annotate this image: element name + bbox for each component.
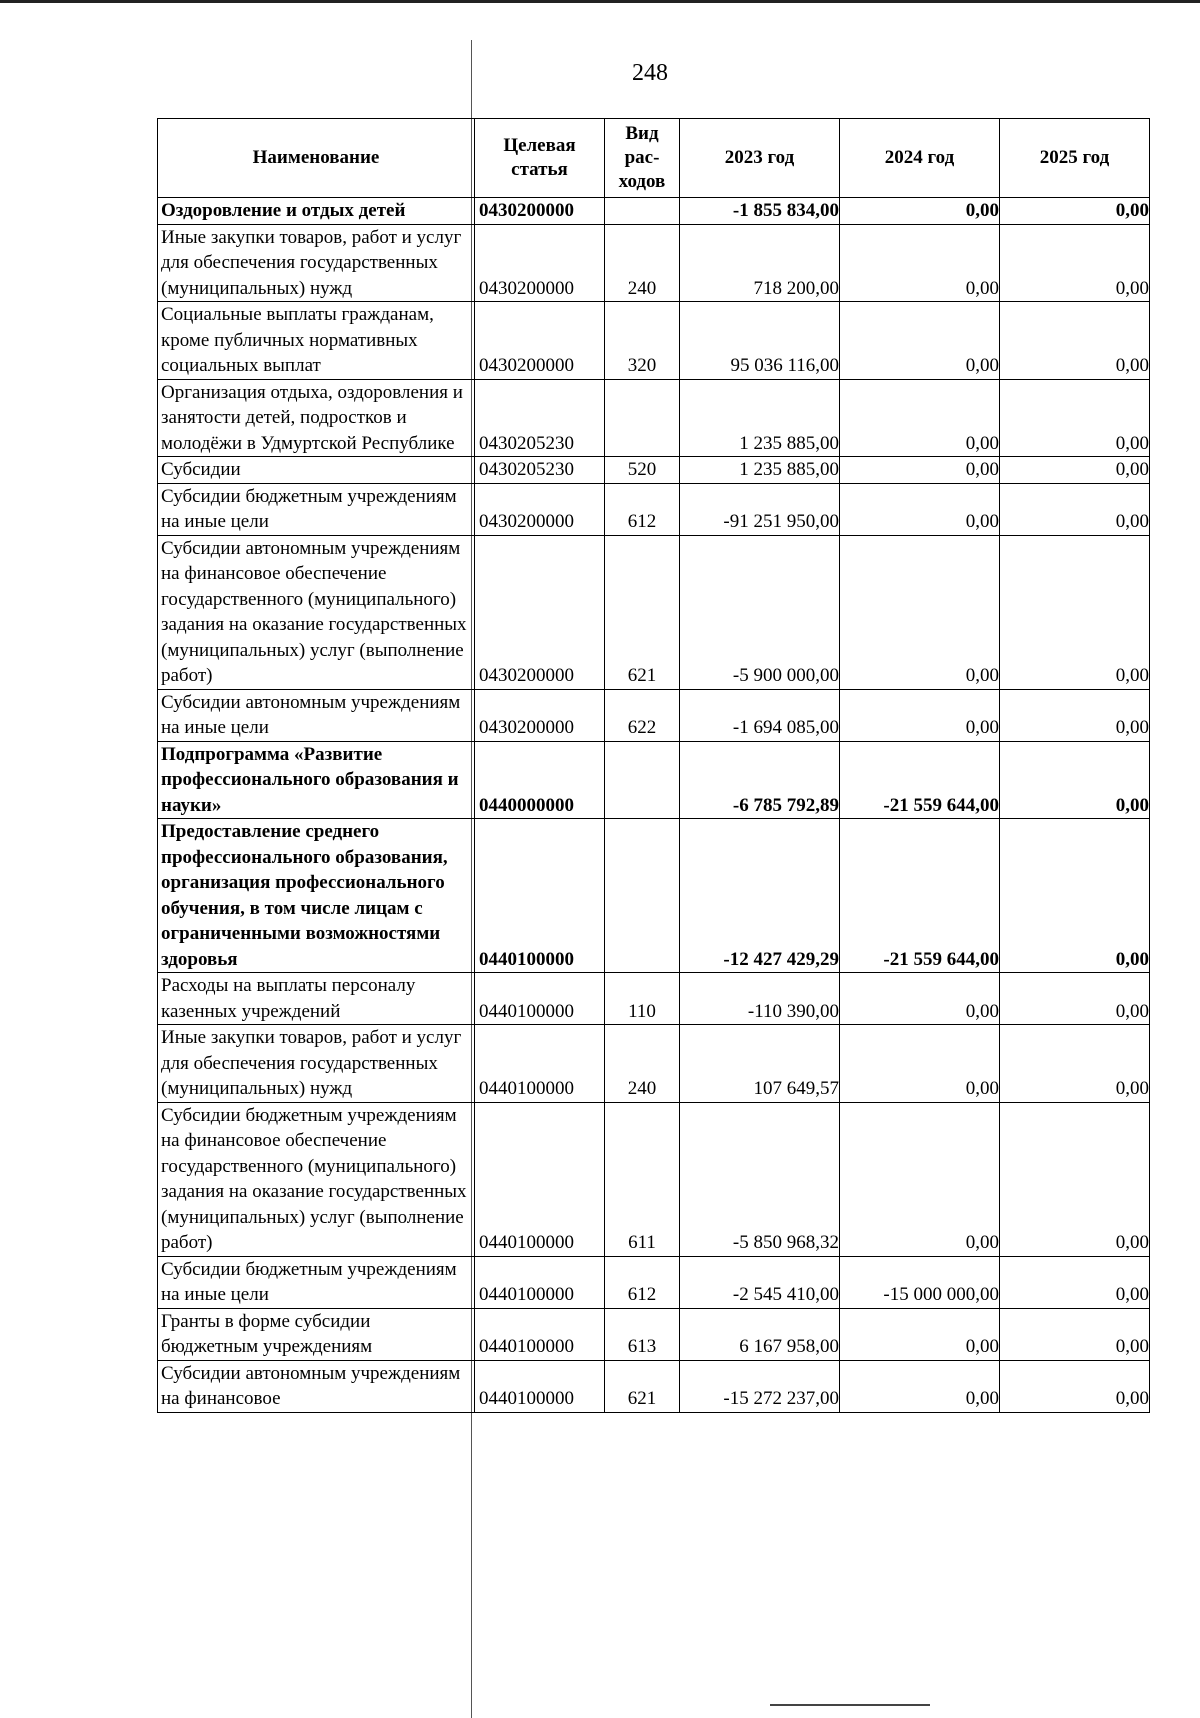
row-code: 0430200000 (475, 198, 605, 225)
row-2025: 0,00 (1000, 535, 1150, 689)
row-2025: 0,00 (1000, 302, 1150, 380)
row-code: 0440100000 (475, 1102, 605, 1256)
row-name: Оздоровление и отдых детей (158, 198, 475, 225)
row-code: 0440100000 (475, 819, 605, 973)
row-kind: 622 (605, 689, 680, 741)
row-2025: 0,00 (1000, 1025, 1150, 1103)
row-kind: 240 (605, 1025, 680, 1103)
row-kind: 621 (605, 535, 680, 689)
row-kind: 612 (605, 483, 680, 535)
row-kind: 240 (605, 224, 680, 302)
table-row (158, 1025, 1150, 1103)
row-name: Подпрограмма «Развитие профессионального образования и науки» (158, 741, 475, 819)
table-row (158, 1256, 1150, 1308)
row-2023: -91 251 950,00 (680, 483, 840, 535)
row-2024: 0,00 (840, 1025, 1000, 1103)
row-code: 0440000000 (475, 741, 605, 819)
row-code: 0430205230 (475, 379, 605, 457)
row-2024: -21 559 644,00 (840, 819, 1000, 973)
header-2025: 2025 год (1000, 119, 1150, 198)
row-2025: 0,00 (1000, 483, 1150, 535)
row-code: 0430200000 (475, 689, 605, 741)
budget-table (157, 118, 1150, 1413)
row-2023: -1 855 834,00 (680, 198, 840, 225)
row-name: Субсидии бюджетным учреждениям на иные цели (158, 483, 475, 535)
row-kind: 520 (605, 457, 680, 484)
row-name: Организация отдыха, оздоровления и занятости детей, подростков и молодёжи в Удмуртской Республике (158, 379, 475, 457)
table-row (158, 457, 1150, 484)
row-name: Социальные выплаты гражданам, кроме публичных нормативных социальных выплат (158, 302, 475, 380)
row-2024: 0,00 (840, 302, 1000, 380)
row-2023: -2 545 410,00 (680, 1256, 840, 1308)
row-code: 0430205230 (475, 457, 605, 484)
row-kind (605, 198, 680, 225)
row-2024: 0,00 (840, 535, 1000, 689)
row-code: 0430200000 (475, 535, 605, 689)
row-2025: 0,00 (1000, 1360, 1150, 1412)
table-row (158, 302, 1150, 380)
header-2024: 2024 год (840, 119, 1000, 198)
page-number: 248 (632, 60, 668, 86)
header-code: Целевая статья (475, 119, 605, 198)
row-code: 0430200000 (475, 224, 605, 302)
scan-bottom-mark (770, 1704, 930, 1706)
row-2024: -21 559 644,00 (840, 741, 1000, 819)
row-name: Субсидии автономным учреждениям на финансовое (158, 1360, 475, 1412)
row-name: Расходы на выплаты персоналу казенных учреждений (158, 973, 475, 1025)
table-row (158, 483, 1150, 535)
table-row (158, 224, 1150, 302)
row-code: 0440100000 (475, 1308, 605, 1360)
table-header-row (158, 119, 1150, 198)
header-2023: 2023 год (680, 119, 840, 198)
row-code: 0430200000 (475, 302, 605, 380)
row-2025: 0,00 (1000, 224, 1150, 302)
row-2024: 0,00 (840, 689, 1000, 741)
row-2024: 0,00 (840, 483, 1000, 535)
table-row (158, 973, 1150, 1025)
row-2023: -15 272 237,00 (680, 1360, 840, 1412)
row-code: 0440100000 (475, 973, 605, 1025)
row-2023: 107 649,57 (680, 1025, 840, 1103)
row-kind (605, 379, 680, 457)
row-name: Субсидии бюджетным учреждениям на иные цели (158, 1256, 475, 1308)
row-name: Субсидии автономным учреждениям на финансовое обеспечение государственного (муниципального) задания на оказание государственных (муниципальных) услуг (выполнение работ) (158, 535, 475, 689)
row-kind: 613 (605, 1308, 680, 1360)
table-row (158, 689, 1150, 741)
row-kind: 621 (605, 1360, 680, 1412)
row-code: 0440100000 (475, 1025, 605, 1103)
scan-top-border (0, 0, 1200, 3)
row-2023: 1 235 885,00 (680, 379, 840, 457)
row-kind: 320 (605, 302, 680, 380)
row-name: Иные закупки товаров, работ и услуг для обеспечения государственных (муниципальных) нужд (158, 224, 475, 302)
row-code: 0430200000 (475, 483, 605, 535)
row-2024: 0,00 (840, 1102, 1000, 1256)
table-row (158, 535, 1150, 689)
row-2023: 718 200,00 (680, 224, 840, 302)
row-2024: 0,00 (840, 1360, 1000, 1412)
row-2023: -110 390,00 (680, 973, 840, 1025)
row-2024: 0,00 (840, 198, 1000, 225)
row-2024: 0,00 (840, 1308, 1000, 1360)
row-name: Субсидии (158, 457, 475, 484)
row-2025: 0,00 (1000, 1308, 1150, 1360)
row-2023: 1 235 885,00 (680, 457, 840, 484)
table-row (158, 198, 1150, 225)
row-2024: 0,00 (840, 224, 1000, 302)
row-2024: 0,00 (840, 457, 1000, 484)
row-kind (605, 819, 680, 973)
row-2023: -5 850 968,32 (680, 1102, 840, 1256)
row-2025: 0,00 (1000, 819, 1150, 973)
row-2025: 0,00 (1000, 198, 1150, 225)
row-code: 0440100000 (475, 1256, 605, 1308)
row-2023: -6 785 792,89 (680, 741, 840, 819)
table-row (158, 741, 1150, 819)
row-2023: -5 900 000,00 (680, 535, 840, 689)
row-2025: 0,00 (1000, 379, 1150, 457)
row-2024: -15 000 000,00 (840, 1256, 1000, 1308)
row-name: Иные закупки товаров, работ и услуг для обеспечения государственных (муниципальных) нужд (158, 1025, 475, 1103)
header-kind: Вид рас-ходов (605, 119, 680, 198)
table-row (158, 1360, 1150, 1412)
row-kind (605, 741, 680, 819)
row-2025: 0,00 (1000, 1256, 1150, 1308)
header-name: Наименование (158, 119, 475, 198)
row-name: Субсидии автономным учреждениям на иные цели (158, 689, 475, 741)
row-code: 0440100000 (475, 1360, 605, 1412)
table-row (158, 819, 1150, 973)
row-kind: 110 (605, 973, 680, 1025)
row-2023: 6 167 958,00 (680, 1308, 840, 1360)
row-2024: 0,00 (840, 379, 1000, 457)
row-2025: 0,00 (1000, 973, 1150, 1025)
table-row (158, 379, 1150, 457)
row-2025: 0,00 (1000, 1102, 1150, 1256)
row-2023: -1 694 085,00 (680, 689, 840, 741)
row-2023: 95 036 116,00 (680, 302, 840, 380)
row-2025: 0,00 (1000, 689, 1150, 741)
row-2024: 0,00 (840, 973, 1000, 1025)
row-2025: 0,00 (1000, 457, 1150, 484)
row-kind: 612 (605, 1256, 680, 1308)
row-kind: 611 (605, 1102, 680, 1256)
row-name: Предоставление среднего профессионального образования, организация профессионального обучения, в том числе лицам с ограниченными возможностями здоровья (158, 819, 475, 973)
row-name: Субсидии бюджетным учреждениям на финансовое обеспечение государственного (муниципального) задания на оказание государственных (муниципальных) услуг (выполнение работ) (158, 1102, 475, 1256)
row-2025: 0,00 (1000, 741, 1150, 819)
row-name: Гранты в форме субсидии бюджетным учреждениям (158, 1308, 475, 1360)
row-2023: -12 427 429,29 (680, 819, 840, 973)
table-row (158, 1102, 1150, 1256)
table-row (158, 1308, 1150, 1360)
